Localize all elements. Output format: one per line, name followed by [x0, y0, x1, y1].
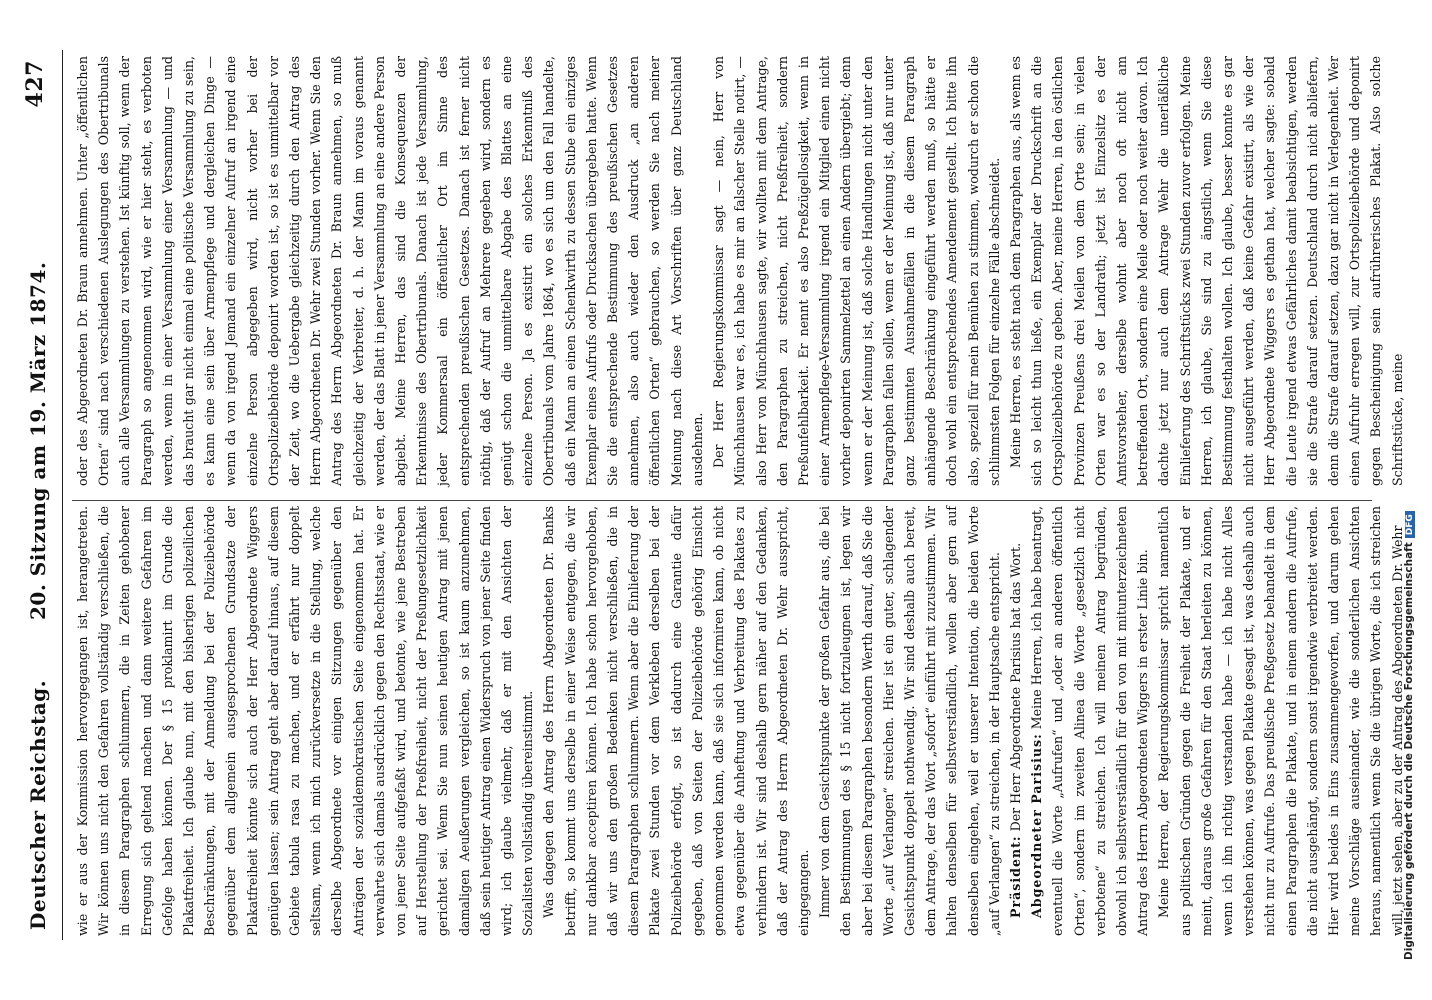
speaker-name: Präsident:	[1007, 835, 1023, 918]
paragraph: oder des Abgeordneten Dr. Braun annehmen. Unter „öffentlichen Orten“ sind nach verschiedenen Auslegungen des Obertribunals auch alle Versammlungen zu verstehen. Ist künftig soll, wenn der Paragraph so angenommen wird, wie er hier steht, es verboten werden, wenn in einer Versammlung einer Versammlung — und das braucht gar nicht einmal eine politische Versammlung zu sein, es kann eine sein über Armenpflege und dergleichen Dinge — wenn da von irgend Jemand ein einzelner Aufruf an irgend eine einzelne Person abgegeben wird, nicht vorher bei der Ortspolizeibehörde deponirt worden ist, so ist es unmittelbar vor der Zeit, wo die Uebergabe gleichzeitig durch den Antrag des Herrn Abgeordneten Dr. Wehr zwei Stunden vorher. Wenn Sie den Antrag des Herrn Abgeordneten Dr. Braun annehmen, so muß gleichzeitig der Verbreiter, d. h. der Mann im voraus genannt werden, der das Blatt in jener Versammlung an eine andere Person abgiebt. Meine Herren, das sind die Konsequenzen der Erkenntnisse des Obertribunals. Danach ist jede Versammlung, jeder Kommersaal ein öffentlicher Ort im Sinne des entsprechenden preußischen Gesetzes. Danach ist ferner nicht nöthig, daß der Aufruf an Mehrere gegeben wird, sondern es genügt schon die unmittelbare Abgabe des Blattes an eine einzelne Person. Ja es existirt ein solches Erkenntniß des Obertribunals vom Jahre 1864, wo es sich um den Fall handelte, daß ein Mann an einen Schenkwirth zu dessen Stube ein einziges Exemplar eines Aufrufs oder Drucksachen übergeben hatte. Wenn Sie die entsprechende Bestimmung des preußischen Gesetzes annehmen, also auch wieder den Ausdruck „an anderen öffentlichen Orten“ gebrauchen, so werden Sie nach meiner Meinung nach diese Art Vorschriften über ganz Deutschland ausdehnen.	[75, 56, 705, 486]
header-rule	[62, 50, 63, 940]
page-header	[18, 60, 58, 930]
header-session: 20. Sitzung am 19. März 1874.	[26, 261, 50, 620]
digitization-text: Digitalisierung gefördert durch die Deutsche Forschungsgemeinschaft	[1403, 542, 1415, 960]
dfg-logo: DFG	[1405, 511, 1415, 538]
paragraph: Meine Herren, es steht nach dem Paragraphen aus, als wenn es sich so leicht thun ließe, ein Exemplar der Druckschrift an die Ortspolizeibehörde zu geben. Aber, meine Herren, in den östlichen Provinzen Preußens drei Meilen von dem Orte sein; in vielen Orten war es so der Landrath; jetzt ist Einzelsitz es der Amtsvorsteher, derselbe wohnt aber noch oft nicht am betreffenden Ort, sondern eine Meile oder noch weiter davon. Ich dachte jetzt nur auch dem Antrage Wehr die unerläßliche Einlieferung des Schriftstücks zwei Stunden zuvor erfolgen. Meine Herren, ich glaube, Sie sind zu ängstlich, wenn Sie diese Bestimmung festhalten wollen. Ich glaube, besser konnte es gar nicht ausgeführt werden, daß keine Gefahr existirt, als wie der Herr Abgeordnete Wiggers es gethan hat, welcher sagte: sobald die Leute irgend etwas Gefährliches damit beabsichtigen, werden sie die Strafe darauf setzen. Deutschland durch nicht abliefern, denn die Strafe darauf setzen, dazu gar nicht in Verlegenheit. Wer einen Aufruhr erregen will, zur Ortspolizeibehörde und deponirt gegen Bescheinigung sein aufrührerisches Plakat. Also solche Schriftstücke, meine	[1007, 56, 1405, 486]
paragraph: Was dagegen den Antrag des Herrn Abgeordneten Dr. Banks betrifft, so kommt uns derselbe in einer Weise entgegen, die wir nur dankbar acceptiren können. Ich habe schon hervorgehoben, daß wir uns den großen Bedenken nicht verschließen, die in diesem Paragraphen schlummern. Wenn aber die Einlieferung der Plakate zwei Stunden vor dem Verkleben derselben bei der Polizeibehörde erfolgt, so ist dadurch eine Garantie dafür gegeben, daß von Seiten der Polizeibehörde gehörig Einsicht genommen werden kann, daß sie sich informiren kann, ob nicht etwa gegenüber die Anheftung und Verbreitung des Plakates zu verhindern ist. Wir sind deshalb gern näher auf den Gedanken, daß der Antrag des Herrn Abgeordneten Dr. Wehr ausspricht, eingegangen.	[541, 506, 811, 936]
header-title: Deutscher Reichstag.	[26, 679, 50, 930]
column-divider	[72, 500, 1372, 501]
paragraph: Meine Herren, der Regierungskommissar spricht namentlich aus politischen Gründen gegen die Freiheit der Plakate, und er meint, daraus große Gefahren für den Staat herleiten zu können, wenn ich ihn richtig verstanden habe — ich habe nicht Alles verstehen können, was gegen Plakate gesagt ist, was deshalb auch nicht nur zu Aufrufe. Das preußische Preßgesetz behandelt in dem einen Paragraphen die Plakate, und in einem andern die Aufrufe, die nicht ausgehängt, sondern sonst irgendwie verbreitet werden. Hier wird beides in Eins zusammengeworfen, und darum gehen meine Vorschläge auseinander, wie die sonderlichen Ansichten heraus, namentlich wenn Sie die übrigen Worte, die ich streichen will, jetzt sehen, aber zu der Antrag des Abgeordneten Dr. Wehr	[1156, 506, 1405, 936]
page-number: 427	[22, 60, 48, 108]
speech-president	[1005, 506, 1026, 936]
speech-parisius	[1026, 506, 1153, 936]
speech-text: Der Herr Abgeordnete Parisius hat das Wort.	[1007, 542, 1023, 832]
digitization-note	[1403, 10, 1421, 960]
paragraph: Immer von dem Gesichtspunkte der großen Gefahr aus, die bei den Bestimmungen des § 15 nicht fortzuleugnen ist, legen wir aber bei diesem Paragraphen besondern Werth darauf, daß Sie die Worte „auf Verlangen“ streichen. Hier ist ein guter, schlagender Gesichtspunkt doppelt nothwendig. Wir sind deshalb auch bereit, dem Antrage, der das Wort „sofort“ einführt mit zuzustimmen. Wir halten denselben für selbstverständlich, wollen aber gern auf denselben eingehen, weil er unserer Intention, die beiden Worte „auf Verlangen“ zu streichen, in der Hauptsache entspricht.	[817, 506, 1002, 936]
speech-text: Meine Herren, ich habe beantragt, eventuell die Worte „Aufrufen“ und „oder an anderen öffentlich Orten“, sondern im zweiten Alinea die Worte „gesetzlich nicht verbotene“ zu streichen. Ich will meinen Antrag begründen, obwohl ich selbstverständlich für den von mit mitunterzeichneten Antrag des Herrn Abgeordneten Wiggers in erster Linie bin.	[1029, 506, 1151, 936]
paragraph: wie er aus der Kommission hervorgegangen ist, herangetreten. Wir können uns nicht den Gefahren vollständig verschließen, die in diesem Paragraphen schlummern, die in Zeiten gehobener Erregung sich geltend machen und dann weitere Gefahren im Gefolge haben können. Der § 15 proklamirt im Grunde die Plakatfreiheit. Ich glaube nun, mit den bisherigen polizeilichen Beschränkungen, mit der Anmeldung bei der Polizeibehörde gegenüber dem allgemein ausgesprochenen Grundsatze der Plakatfreiheit könnte sich auch der Herr Abgeordnete Wiggers genügen lassen; sein Antrag geht aber darauf hinaus, auf diesem Gebiete tabula rasa zu machen, und er erfährt nur doppelt seltsam, wenn ich mich zurückversetze in die Stellung, welche derselbe Abgeordnete vor einigen Sitzungen gegenüber den Anträgen der sozialdemokratischen Seite eingenommen hat. Er verwahrte sich damals ausdrücklich gegen den Rechtsstaat, wie er von jener Seite aufgefaßt wird, und betonte, wie jene Bestreben auf Herstellung der Preßfreiheit, nicht der Preßungesetzlichkeit gerichtet sei. Wenn Sie nun seinen heutigen Antrag mit jenen damaligen Aeußerungen vergleichen, so ist kaum anzunehmen, daß sein heutiger Antrag einen Widerspruch von jener Seite finden wird; ich glaube vielmehr, daß er mit den Ansichten der Sozialisten vollständig übereinstimmt.	[75, 506, 536, 936]
paragraph: Der Herr Regierungskommissar sagt — nein, Herr von Münchhausen war es, ich habe es mir an falscher Stelle notirt, — also Herr von Münchhausen sagte, wir wollten mit dem Antrage, den Paragraphen zu streichen, nicht Preßfreiheit, sondern Preßunfehlbarkeit. Er nennt es also Preßzügellosigkeit, wenn in einer Armenpflege-Versammlung irgend ein Mitglied einen nicht vorher deponirten Sammelzettel an einen Andern übergiebt; denn wenn er der Meinung ist, daß solche Handlungen nicht unter den Paragraphen fallen sollen, wenn er der Meinung ist, daß nur unter ganz bestimmten Ausnahmefällen in die diesem Paragraph anhängende Beschränkung eingeführt werden muß, so hätte er doch wohl ein entsprechendes Amendement gestellt. Ich bitte ihn also, speziell für mein Bemühen zu stimmen, wodurch er schon die schlimmsten Folgen für einzelne Fälle abschneidet.	[711, 56, 1002, 486]
left-column	[72, 506, 1405, 936]
speaker-name: Abgeordneter Parisius:	[1029, 733, 1045, 918]
right-column	[72, 56, 1405, 486]
